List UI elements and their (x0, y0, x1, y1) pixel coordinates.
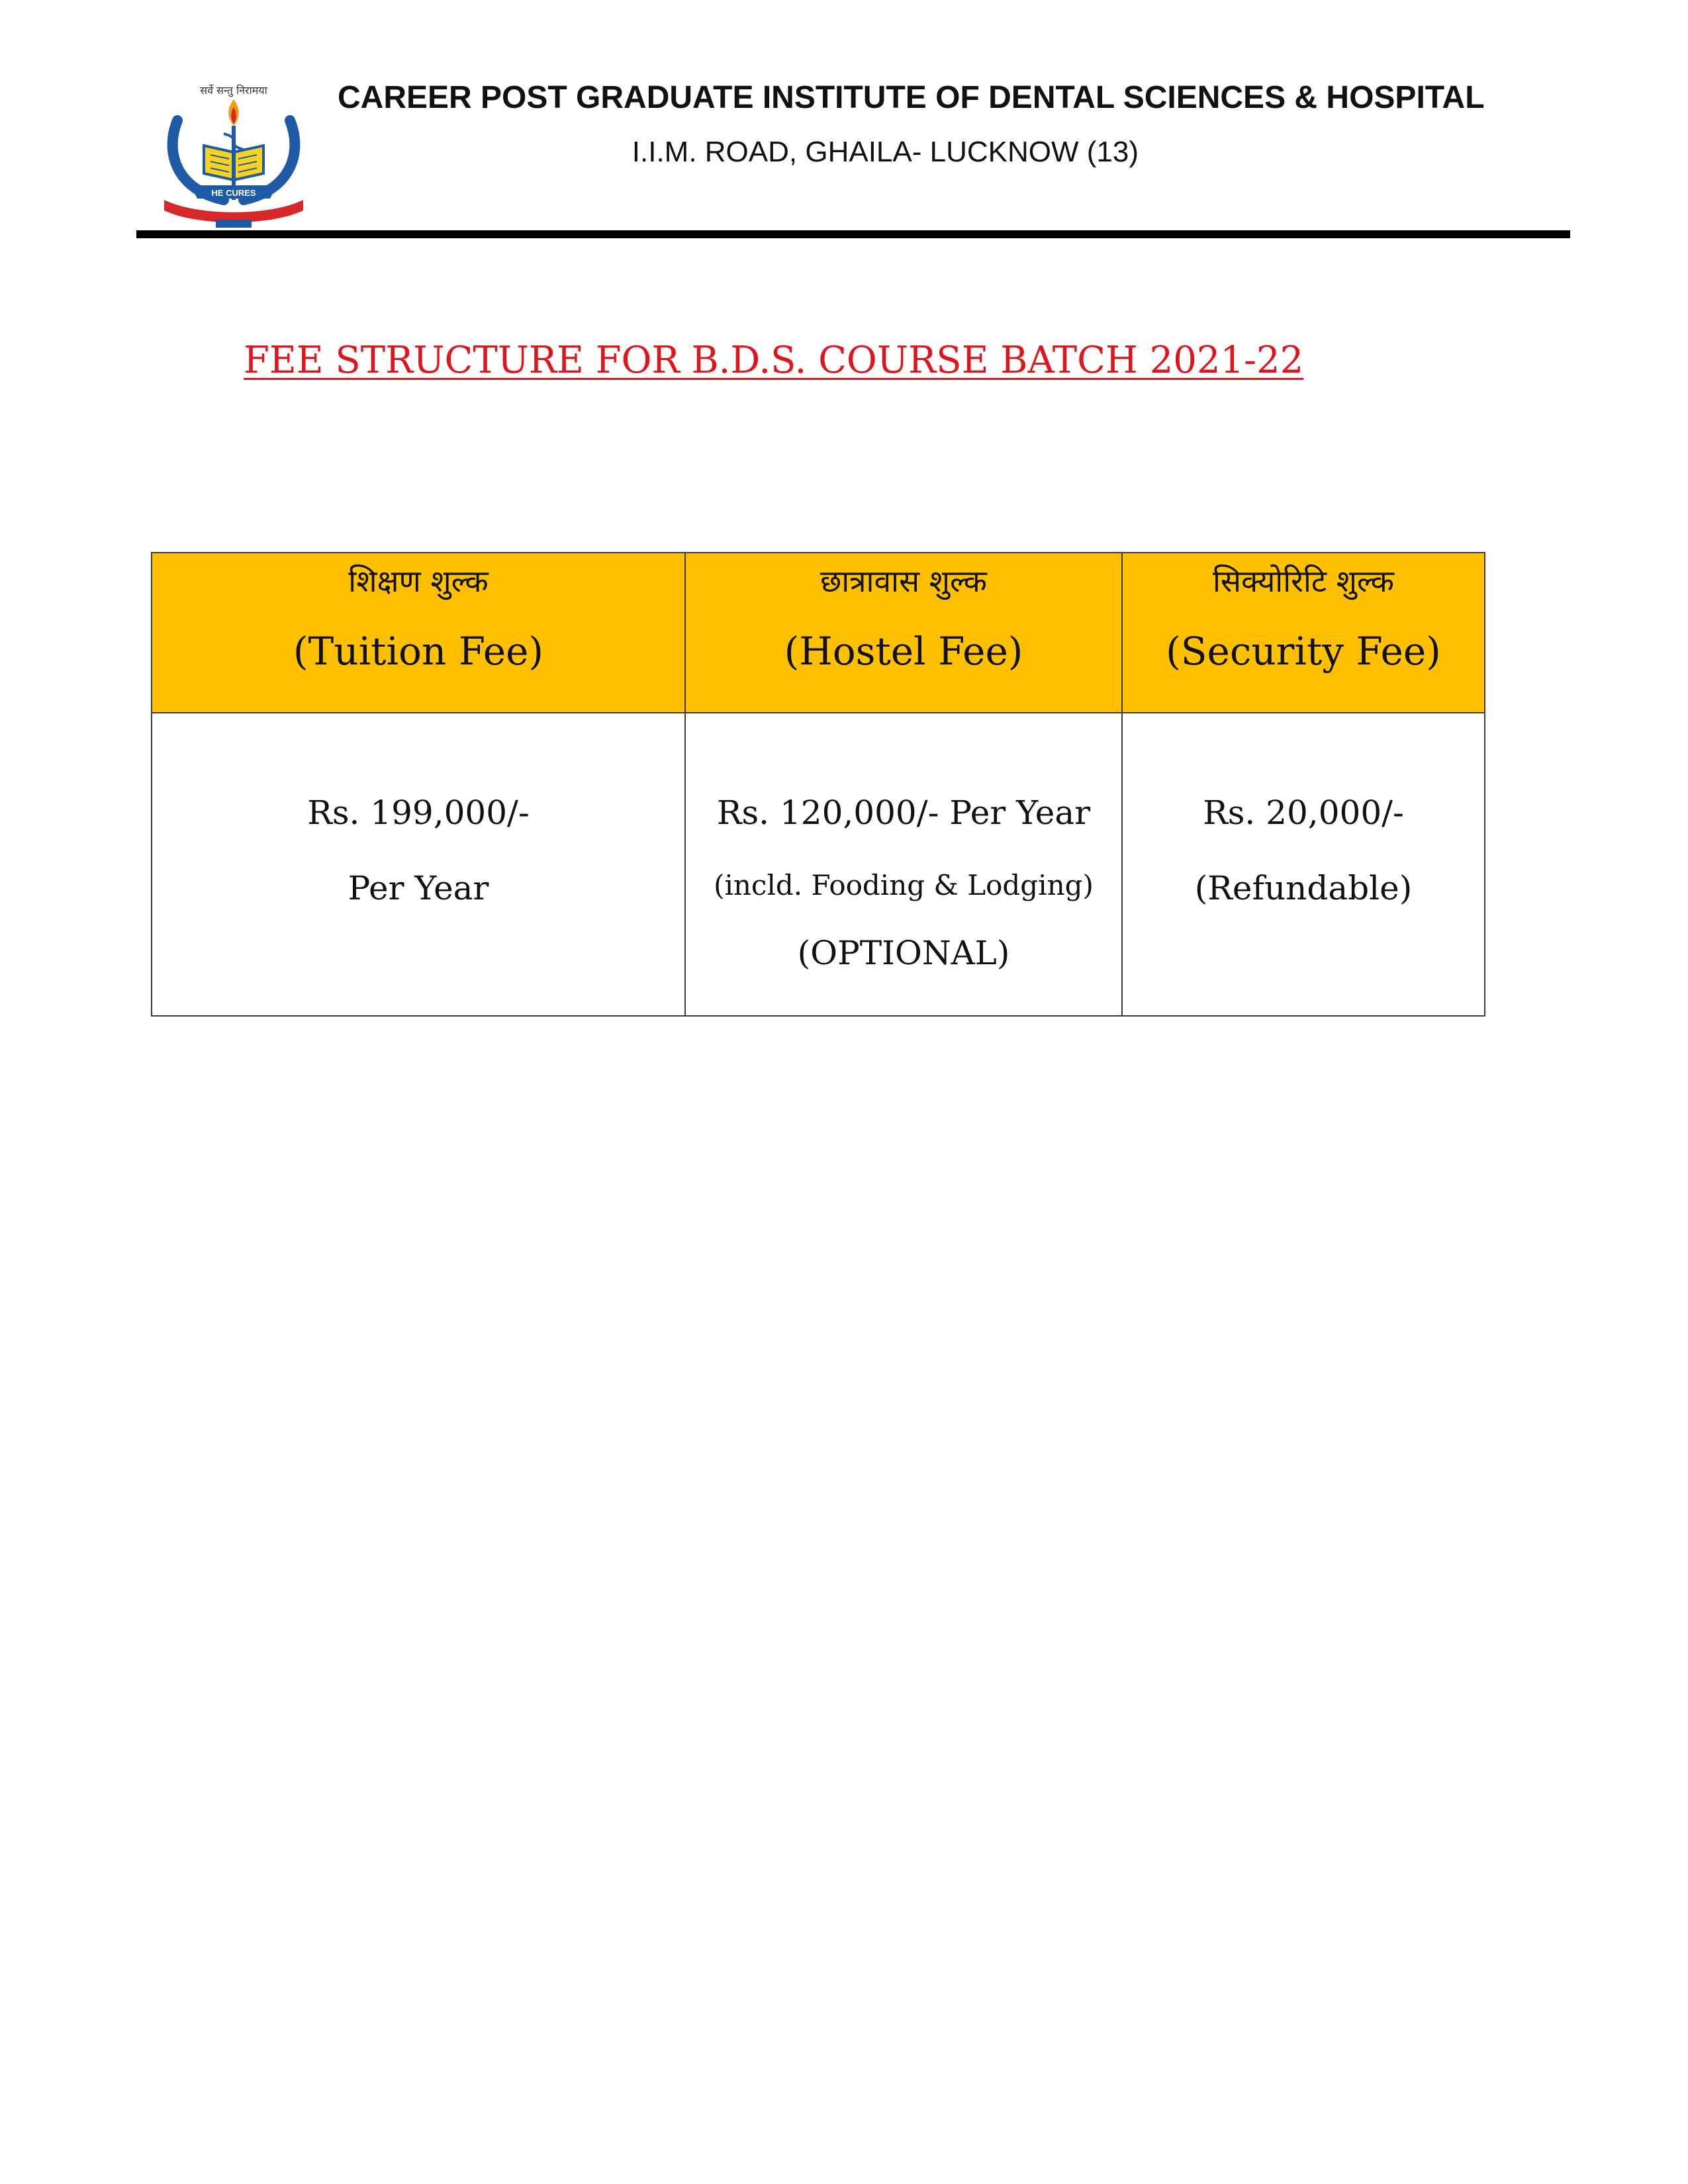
hostel-fee-label: (Hostel Fee) (784, 629, 1023, 674)
hostel-fee-amount: Rs. 120,000/- Per Year (716, 794, 1091, 832)
fee-table (151, 552, 1485, 1017)
tuition-fee-hindi: शिक्षण शुल्क (348, 563, 489, 599)
institute-name: CAREER POST GRADUATE INSTITUTE OF DENTAL SCIENCES & HOSPITAL (338, 80, 1485, 115)
logo-ribbon-text: HE CURES (211, 188, 256, 198)
security-fee-label: (Security Fee) (1166, 629, 1441, 674)
tuition-fee-label: (Tuition Fee) (293, 629, 544, 674)
tuition-fee-header (152, 553, 685, 713)
tuition-fee-period: Per Year (348, 869, 489, 907)
hostel-fee-inclusion: (incld. Fooding & Lodging) (714, 869, 1094, 901)
hostel-fee-optional: (OPTIONAL) (797, 934, 1010, 972)
page-title: FEE STRUCTURE FOR B.D.S. COURSE BATCH 2021-22 (244, 339, 1304, 382)
fee-table-header-row (152, 553, 1485, 713)
institute-logo (151, 74, 316, 232)
logo-motto: सर्वे सन्तु निरामया (200, 84, 267, 97)
fee-table-values-row (152, 713, 1485, 1016)
header-divider (136, 230, 1570, 238)
security-fee-note: (Refundable) (1194, 869, 1413, 907)
security-fee-value-cell (1122, 713, 1485, 1016)
hostel-fee-value-cell (685, 713, 1122, 1016)
security-fee-hindi: सिक्योरिटि शुल्क (1212, 563, 1395, 599)
tuition-fee-amount: Rs. 199,000/- (307, 794, 530, 832)
hostel-fee-header (685, 553, 1122, 713)
tuition-fee-value-cell (152, 713, 685, 1016)
institute-emblem-icon (151, 74, 316, 232)
security-fee-amount: Rs. 20,000/- (1203, 794, 1404, 832)
security-fee-header (1122, 553, 1485, 713)
hostel-fee-hindi: छात्रावास शुल्क (820, 563, 988, 599)
institute-address: I.I.M. ROAD, GHAILA- LUCKNOW (13) (632, 136, 1139, 168)
